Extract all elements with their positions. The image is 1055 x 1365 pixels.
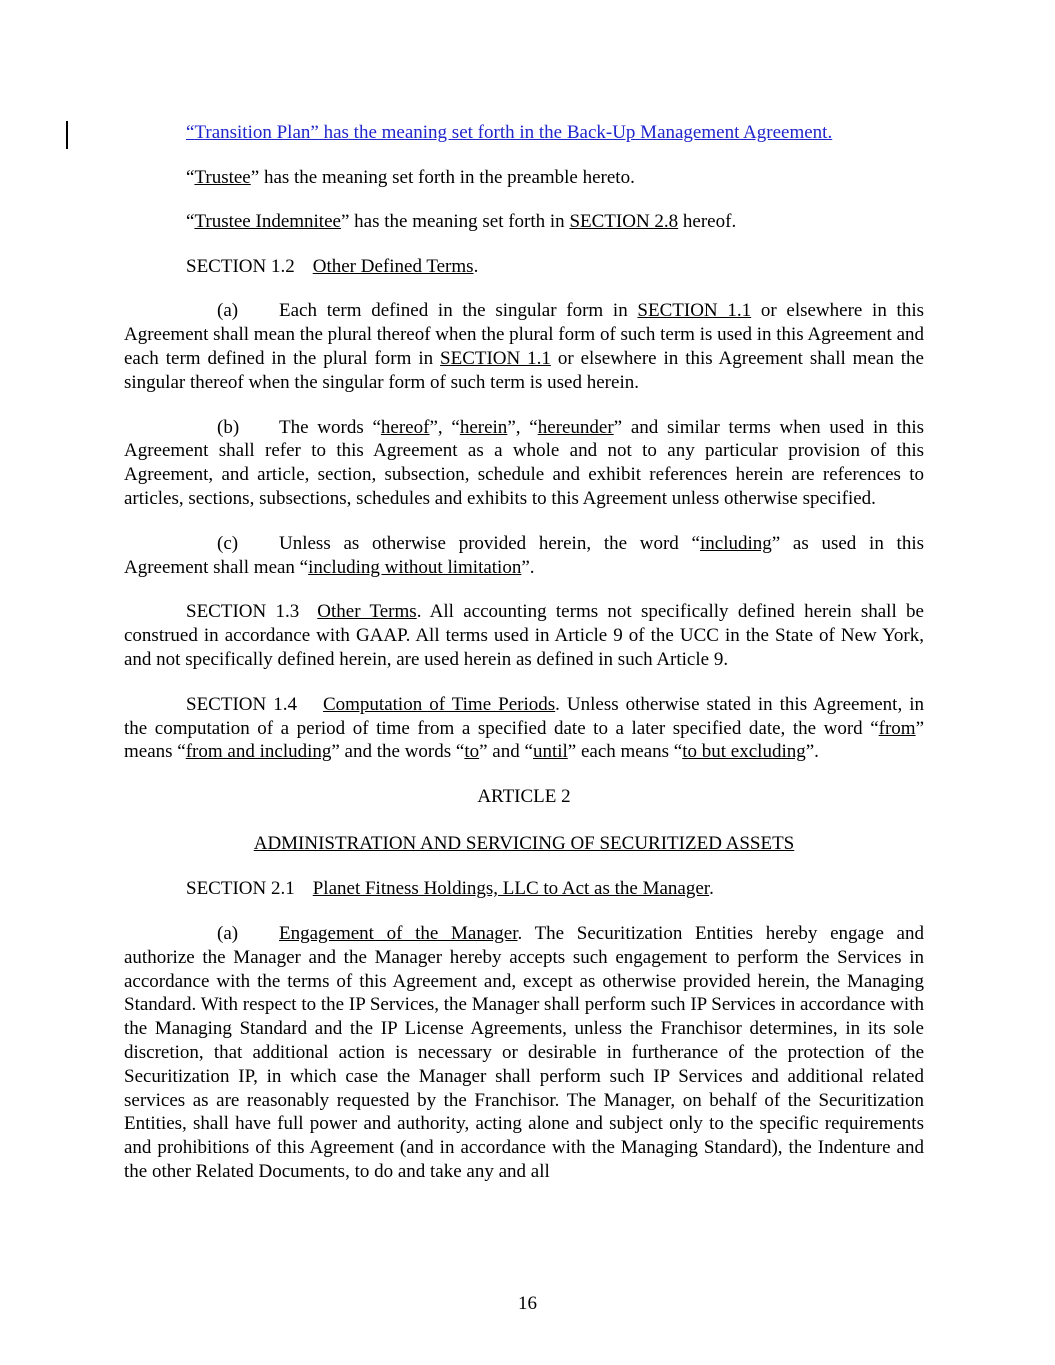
section-2-1-heading: SECTION 2.1 Planet Fitness Holdings, LLC to Act as the Manager.	[186, 878, 714, 900]
defined-word: from	[878, 717, 916, 739]
section-1-4: SECTION 1.4 Computation of Time Periods. Unless otherwise stated in this Agreement, in the computation of a period of time from a specified date to a later specified date, the word “from” means “from and including” and the words “to” and “until” each means “to but excluding”.	[124, 693, 924, 763]
revision-change-bar	[66, 121, 68, 149]
clause-number: (a)	[217, 923, 239, 945]
section-reference: SECTION 2.8	[569, 211, 679, 233]
definition-trustee-indemnitee: “Trustee Indemnitee” has the meaning set forth in SECTION 2.8 hereof.	[186, 211, 737, 233]
defined-term: Trustee Indemnitee	[194, 211, 341, 233]
defined-word: to	[464, 741, 480, 763]
defined-word: hereof	[380, 416, 430, 438]
section-1-2-b: (b) The words “hereof”, “herein”, “hereunder” and similar terms when used in this Agreement shall refer to this Agreement as a whole and not to any particular provision of this Agreement, and article, section, subsection, schedule and exhibit references herein are references to articles, sections, subsections, schedules and exhibits to this Agreement unless otherwise specified.	[124, 416, 924, 509]
section-reference: SECTION 1.1	[440, 347, 551, 369]
section-title: Planet Fitness Holdings, LLC to Act as the Manager	[312, 878, 710, 900]
document-page-body	[124, 121, 924, 1184]
article-2-title: ADMINISTRATION AND SERVICING OF SECURITIZED ASSETS	[253, 833, 795, 855]
defined-word: from and including	[185, 741, 332, 763]
clause-number: (b)	[217, 416, 240, 438]
clause-title: Engagement of the Manager	[279, 923, 518, 945]
article-2-title-line	[124, 832, 924, 856]
section-1-2-heading: SECTION 1.2 Other Defined Terms.	[186, 255, 479, 277]
section-1-3: SECTION 1.3 Other Terms. All accounting terms not specifically defined herein shall be construed in accordance with GAAP. All terms used in Article 9 of the UCC in the State of New York, and not specifically defined herein, are used herein as defined in such Article 9.	[124, 601, 924, 670]
section-title: Other Defined Terms	[312, 255, 474, 277]
defined-word: until	[532, 741, 568, 763]
defined-word: including without limitation	[308, 556, 522, 578]
section-reference: SECTION 1.1	[637, 300, 752, 322]
page-number: 16	[518, 1293, 537, 1314]
definition-transition-plan	[124, 121, 924, 145]
article-2-label: ARTICLE 2	[477, 786, 571, 808]
section-title: Computation of Time Periods	[322, 693, 556, 715]
clause-number: (a)	[217, 300, 239, 322]
defined-term: Trustee	[194, 166, 251, 188]
transition-plan-link[interactable]: “Transition Plan” has the meaning set forth in the Back-Up Management Agreement.	[186, 122, 833, 143]
defined-word: hereunder	[537, 416, 614, 438]
section-1-2-c: (c) Unless as otherwise provided herein, the word “including” as used in this Agreement shall mean “including without limitation”.	[124, 532, 924, 578]
section-1-2-a: (a) Each term defined in the singular form in SECTION 1.1 or elsewhere in this Agreement shall mean the plural thereof when the plural form of such term is used in this Agreement and each term defined in the plural form in SECTION 1.1 or elsewhere in this Agreement shall mean the singular thereof when the singular form of such term is used herein.	[124, 300, 925, 393]
defined-word: to but excluding	[682, 741, 806, 763]
clause-number: (c)	[217, 532, 239, 554]
section-2-1-a: (a) Engagement of the Manager. The Securitization Entities hereby engage and authorize the Manager and the Manager hereby accepts such engagement to perform the Services in accordance with the terms of this Agreement and, except as otherwise provided herein, the Managing Standard. With respect to the IP Services, the Manager shall perform such IP Services in accordance with the Managing Standard and the IP License Agreements, unless the Franchisor determines, in its sole discretion, that additional action is necessary or desirable in furtherance of the protection of the Securitization IP, in which case the Manager shall perform such IP Services and additional related services as are reasonably requested by the Franchisor. The Manager, on behalf of the Securitization Entities, shall have full power and authority, acting alone and subject only to the specific requirements and prohibitions of this Agreement (and in accordance with the Managing Standard), the Indenture and the other Related Documents, to do and take any and all	[124, 923, 924, 1182]
defined-word: including	[699, 532, 772, 554]
definition-trustee: “Trustee” has the meaning set forth in the preamble hereto.	[186, 166, 635, 188]
section-title: Other Terms	[317, 601, 417, 623]
defined-word: herein	[459, 416, 508, 438]
